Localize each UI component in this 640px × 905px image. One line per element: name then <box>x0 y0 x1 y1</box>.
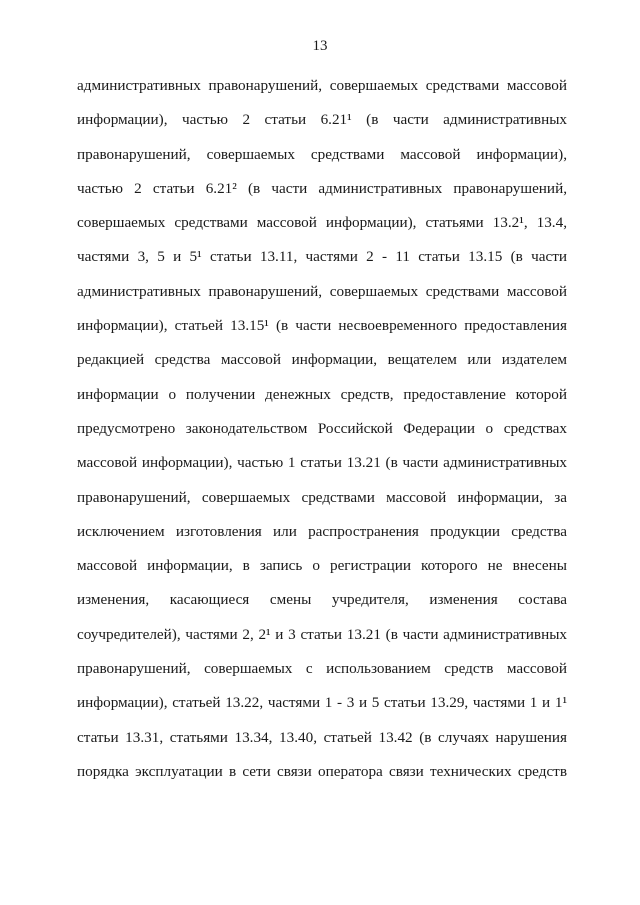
text-line: информации), частью 2 статьи 6.21¹ (в части административных <box>77 111 567 129</box>
text-line: частью 2 статьи 6.21² (в части административных правонарушений, <box>77 179 567 197</box>
text-line: административных правонарушений, совершаемых средствами массовой <box>77 77 567 94</box>
text-line: статьи 13.31, статьями 13.34, 13.40, статьей 13.42 (в случаях нарушения <box>77 728 567 746</box>
text-line: частями 3, 5 и 5¹ статьи 13.11, частями 2 - 11 статьи 13.15 (в части <box>77 248 567 266</box>
text-line: информации), статьей 13.15¹ (в части несвоевременного предоставления <box>77 317 567 335</box>
page-number: 13 <box>312 38 328 54</box>
text-line: правонарушений, совершаемых средствами массовой информации, за <box>77 488 567 506</box>
text-line: совершаемых средствами массовой информации), статьями 13.2¹, 13.4, <box>77 214 567 232</box>
text-line: соучредителей), частями 2, 2¹ и 3 статьи 13.21 (в части административных <box>77 625 567 643</box>
text-line: административных правонарушений, совершаемых средствами массовой <box>77 282 567 300</box>
text-line: информации о получении денежных средств, предоставление которой <box>77 385 567 403</box>
text-line: информации), статьей 13.22, частями 1 - 3 и 5 статьи 13.29, частями 1 и 1¹ <box>77 694 567 712</box>
text-line: предусмотрено законодательством Российской Федерации о средствах <box>77 419 567 437</box>
text-line: порядка эксплуатации в сети связи оператора связи технических средств <box>77 762 567 780</box>
text-line: правонарушений, совершаемых с использованием средств массовой <box>77 660 567 678</box>
text-line: изменения, касающиеся смены учредителя, изменения состава <box>77 591 567 609</box>
text-line: редакцией средства массовой информации, вещателем или издателем <box>77 351 567 369</box>
text-line: массовой информации), частью 1 статьи 13.21 (в части административных <box>77 454 567 472</box>
body-text <box>77 74 567 794</box>
text-line: правонарушений, совершаемых средствами массовой информации), <box>77 145 567 163</box>
text-line: массовой информации, в запись о регистрации которого не внесены <box>77 557 567 575</box>
text-line: исключением изготовления или распространения продукции средства <box>77 522 567 540</box>
